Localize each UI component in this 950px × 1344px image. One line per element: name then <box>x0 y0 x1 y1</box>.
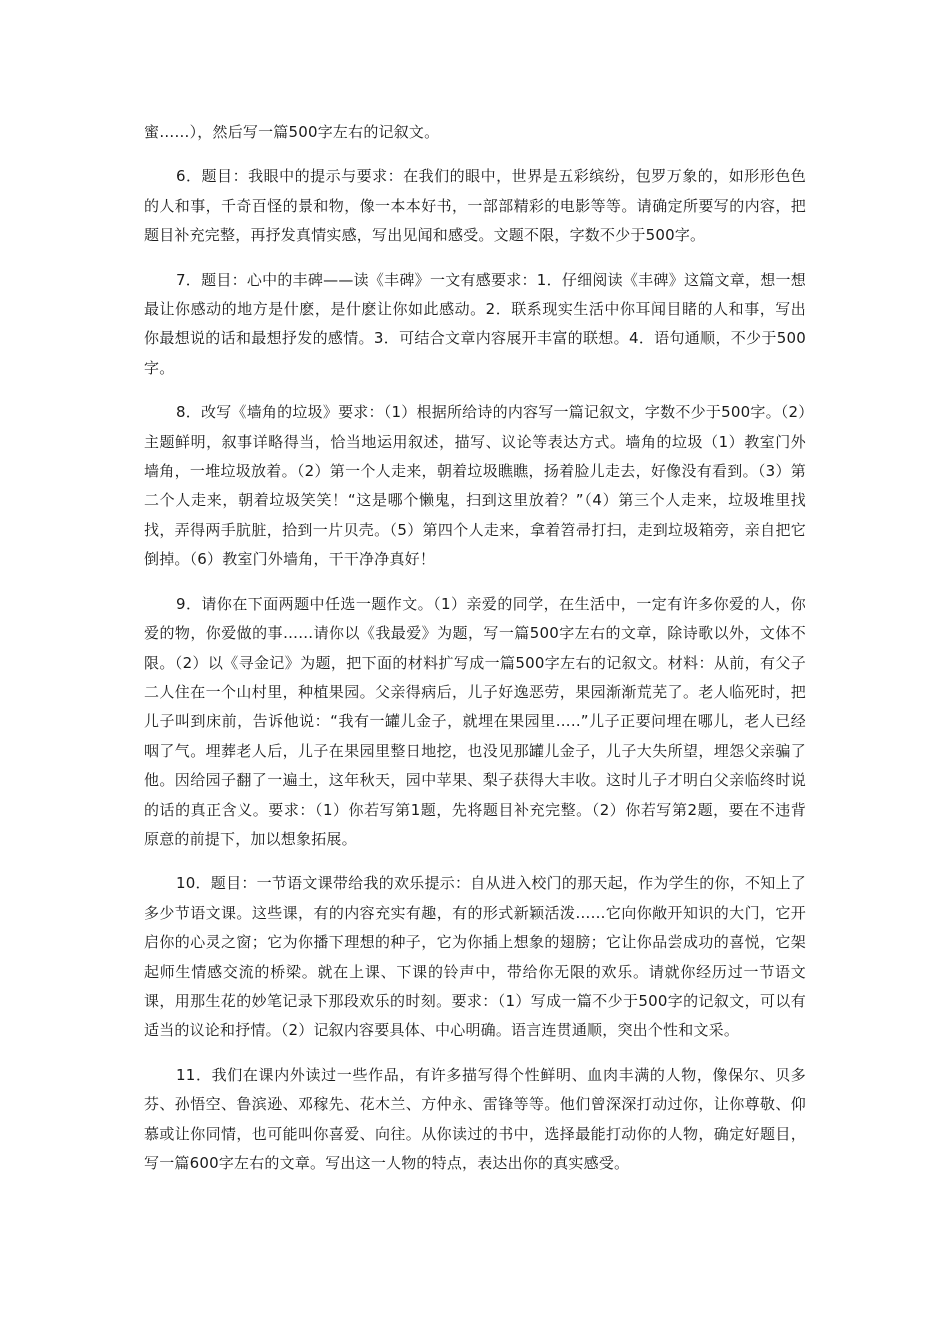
paragraph-continued: 蜜……），然后写一篇500字左右的记叙文。 <box>144 123 440 141</box>
paragraph-item-10: 10．题目：一节语文课带给我的欢乐提示：自从进入校门的那天起，作为学生的你，不知上了多少节语文课。这些课，有的内容充实有趣，有的形式新颖活泼……它向你敞开知识的大门，它开启你的心灵之窗；它为你播下理想的种子，它为你插上想象的翅膀；它让你品尝成功的喜悦，它架起师生情感交流的桥梁。就在上课、下课的铃声中，带给你无限的欢乐。请就你经历过一节语文课，用那生花的妙笔记录下那段欢乐的时刻。要求：（1）写成一篇不少于500字的记叙文，可以有适当的议论和抒情。（2）记叙内容要具体、中心明确。语言连贯通顺，突出个性和文采。 <box>144 874 806 1040</box>
document-body <box>144 118 806 1193</box>
paragraph-item-9: 9．请你在下面两题中任选一题作文。（1）亲爱的同学，在生活中，一定有许多你爱的人，你爱的物，你爱做的事……请你以《我最爱》为题，写一篇500字左右的文章，除诗歌以外，文体不限。（2）以《寻金记》为题，把下面的材料扩写成一篇500字左右的记叙文。材料：从前，有父子二人住在一个山村里，种植果园。父亲得病后，儿子好逸恶劳，果园渐渐荒芜了。老人临死时，把儿子叫到床前，告诉他说：“我有一罐儿金子，就埋在果园里…..”儿子正要问埋在哪儿，老人已经咽了气。埋葬老人后，儿子在果园里整日地挖，也没见那罐儿金子，儿子大失所望，埋怨父亲骗了他。因给园子翻了一遍土，这年秋天，园中苹果、梨子获得大丰收。这时儿子才明白父亲临终时说的话的真正含义。要求：（1）你若写第1题，先将题目补充完整。（2）你若写第2题，要在不违背原意的前提下，加以想象拓展。 <box>144 594 806 848</box>
paragraph-item-11: 11．我们在课内外读过一些作品，有许多描写得个性鲜明、血肉丰满的人物，像保尔、贝多芬、孙悟空、鲁滨逊、邓稼先、花木兰、方仲永、雷锋等等。他们曾深深打动过你，让你尊敬、仰慕或让你同情，也可能叫你喜爱、向往。从你读过的书中，选择最能打动你的人物，确定好题目，写一篇600字左右的文章。写出这一人物的特点，表达出你的真实感受。 <box>144 1065 806 1172</box>
paragraph-item-8: 8．改写《墙角的垃圾》要求：（1）根据所给诗的内容写一篇记叙文，字数不少于500字。（2）主题鲜明，叙事详略得当，恰当地运用叙述，描写、议论等表达方式。墙角的垃圾（1）教室门外墙角，一堆垃圾放着。（2）第一个人走来，朝着垃圾瞧瞧，扬着脸儿走去，好像没有看到。（3）第二个人走来，朝着垃圾笑笑！“这是哪个懒鬼，扫到这里放着？”（4）第三个人走来，垃圾堆里找找，弄得两手肮脏，拾到一片贝壳。（5）第四个人走来，拿着笤帚打扫，走到垃圾箱旁，亲自把它倒掉。（6）教室门外墙角，干干净净真好！ <box>144 403 806 569</box>
paragraph-item-6: 6．题目：我眼中的提示与要求：在我们的眼中，世界是五彩缤纷，包罗万象的，如形形色色的人和事，千奇百怪的景和物，像一本本好书，一部部精彩的电影等等。请确定所要写的内容，把题目补充完整，再抒发真情实感，写出见闻和感受。文题不限，字数不少于500字。 <box>144 167 806 245</box>
paragraph-item-7: 7．题目：心中的丰碑——读《丰碑》一文有感要求：1．仔细阅读《丰碑》这篇文章，想一想最让你感动的地方是什麽，是什麽让你如此感动。2．联系现实生活中你耳闻目睹的人和事，写出你最想说的话和最想抒发的感情。3．可结合文章内容展开丰富的联想。4．语句通顺，不少于500字。 <box>144 270 806 377</box>
